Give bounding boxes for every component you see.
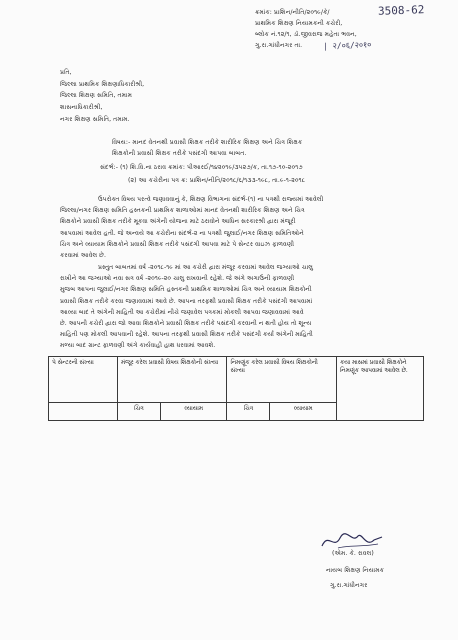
paragraph-line: મુજબ આપના જુલાઈ/નગર શિક્ષણ સમિતિ હસ્તકની પ્રાથમિક શાળાઓમાં ચિત્ર અને વ્યાયામ શિક્ષકોની	[60, 286, 312, 294]
recipient-prefix: પ્રતિ,	[60, 69, 72, 76]
paragraph-line: આપવામાં આવેલ હતી. જે અન્વયે આ કચેરીના સંદર્ભ-૨ ના પત્રથી જુલાઈ/નગર શિક્ષણ સમિતિઓને	[60, 229, 304, 237]
paragraph-line: જિલ્લા/નગર શિક્ષણ સમિતિ હસ્તકની પ્રાથમિક શાળાઓમાં માનદ વેતનથી શારીરિક શિક્ષણ અને ચિત્ર	[60, 207, 305, 215]
signatory-place: ગુ.રા.ગાંધીનગર	[330, 582, 368, 589]
office-address: બ્લોક નં.૧૨/૧, ડૉ.જીવરાજ મહેતા ભવન,	[255, 31, 357, 38]
recipient-line: જિલ્લા પ્રાથમિક શિક્ષણાધિકારીશ્રી,	[60, 81, 145, 88]
table-subheader-cell: વ્યાયામ	[160, 403, 227, 421]
paragraph-line: છે. આપની કચેરી દ્વારા જો આવા શિક્ષકોને પ્રવાસી શિક્ષક તરીકે પસંદગી કરવાની ન થતી હોય તો શૂન્ય	[60, 320, 312, 328]
table-subheader-cell: ચિત્ર	[227, 403, 270, 421]
table-header-cell: પે સેન્ટરની સંખ્યા	[49, 357, 118, 403]
paragraph-line: પ્રવાસી શિક્ષક તરીકે કરવા જણાવવામાં આવે છે. આપના તરફથી પ્રવાસી શિક્ષક તરીકે પસંદગી આપવામાં	[60, 297, 313, 305]
reference-2: (૨) આ કચેરીના પત્ર ક્ર: પ્રાશિન/નીતિ/૨૦૧૮/૬/૧૩૩-૧૯૮, તા.૯-૧-૨૦૧૮	[128, 177, 306, 184]
reference-number-handwritten: 3508-62	[377, 3, 425, 18]
office-name: પ્રાથમિક શિક્ષણ નિયામકની કચેરી,	[255, 20, 343, 27]
paragraph-line: રાખીને આ જગ્યાઓ નવા સત્ર વર્ષ -૨૦૧૯-૨૦ ચાલુ રાખવાની રહેશે. જે અંગે અગાઉની ફાળવણી	[60, 275, 295, 283]
table-header-cell: મંજૂર કરેલ પ્રવાસી વિષય શિક્ષકોની સંખ્યા	[118, 357, 227, 403]
paragraph-line: ઉપરોક્ત વિષય પરત્વે જણાવવાનું કે, શિક્ષણ વિભાગના સંદર્ભ-(૧) ના પત્રથી રાજ્યમાં આવેલી	[98, 196, 324, 203]
table-header-cell: નિમણૂંક કરેલ પ્રવાસી વિષય શિક્ષકોની સંખ્યા	[227, 357, 337, 403]
signatory-designation: નાયબ શિક્ષણ નિયામક	[326, 567, 385, 574]
reference-number-label: ક્રમાંક: પ્રાશિન/નીતિ/૨૦૧૯/કે/	[255, 9, 330, 16]
table-subheader-cell: ચિત્ર	[118, 403, 161, 421]
paragraph-line: શિક્ષકોને પ્રવાસી શિક્ષક તરીકે મૂકવા અંગેની યોજના માટે ઠરાવોને આધિન સરકારશ્રી દ્વારા મંજૂરી	[60, 218, 296, 226]
paragraph-line: કરવામાં આવેલ છે.	[60, 252, 106, 260]
table-cell	[49, 403, 118, 421]
date-handwritten: | २/०६/२०१०	[322, 40, 372, 51]
body-paragraph-1	[60, 194, 323, 261]
paragraph-line: આવ્યા બાદ તે અંગેની માહિતી આ કચેરીમાં નીચે જણાવેલ પત્રકમાં મોકલી આપવા જણાવવામાં આવે	[60, 308, 304, 316]
recipient-line: નગર શિક્ષણ સમિતિ, તમામ.	[60, 116, 130, 123]
subject-line: શિક્ષકોની પ્રવાસી શિક્ષક તરીકે પસંદગી આપવા બાબત.	[112, 150, 247, 157]
paragraph-line: માહિતી પણ મોકલી આપવાની રહેશે. આપના તરફથી પ્રવાસી શિક્ષક તરીકે પસંદગી કર્યા અંગેની માહિતી	[60, 331, 313, 339]
city-date-label: ગુ.રા.ગાંધીનગર તા.	[255, 42, 303, 49]
recipient-line: જિલ્લા શિક્ષણ સમિતિ, તમામ	[60, 92, 133, 99]
subject-line: વિષય:- માનદ વેતનથી પ્રવાસી શિક્ષક તરીકે શારીરિક શિક્ષણ અને ચિત્ર શિક્ષક	[112, 139, 303, 146]
information-table	[48, 356, 424, 421]
table-header-cell: કયા માસમાં પ્રવાસી શિક્ષકોને નિમણૂંક આપવામાં આવેલ છે.	[337, 357, 424, 421]
reference-1: સંદર્ભ:- (૧) શિ.વિ.ના ઠરાવ ક્રમાંક: પીઆરઈ/૧૪૨૦૧૯/૩૫૨૭/ક, તા.૧૭-૧૦-૨૦૧૭	[100, 164, 303, 171]
paragraph-line: મળ્યા બાદ ગ્રાન્ટ ફાળવણી અંગે કાર્યવાહી હાથ ધરવામાં આવશે.	[60, 342, 216, 350]
table-subheader-cell: વ્યાયામ	[270, 403, 337, 421]
table-header-row	[49, 357, 424, 403]
body-paragraph-2	[60, 262, 313, 352]
recipient-line: શાસનાધિકારીશ્રી,	[60, 104, 103, 111]
signatory-name: (એમ. કે. રાવલ)	[332, 550, 374, 557]
paragraph-line: પ્રસ્તુત બાબતમાં વર્ષ -૨૦૧૮-૧૯ માં આ કચેરી દ્વારા મંજૂર કરવામાં આવેલ જગ્યાઓ ચાલુ	[98, 264, 313, 271]
paragraph-line: ચિત્ર અને વ્યાયામ શિક્ષકોને પ્રવાસી શિક્ષક તરીકે પસંદગી આપવા માટે પે સેન્ટર વાઇઝ ફાળવણી	[60, 240, 295, 248]
